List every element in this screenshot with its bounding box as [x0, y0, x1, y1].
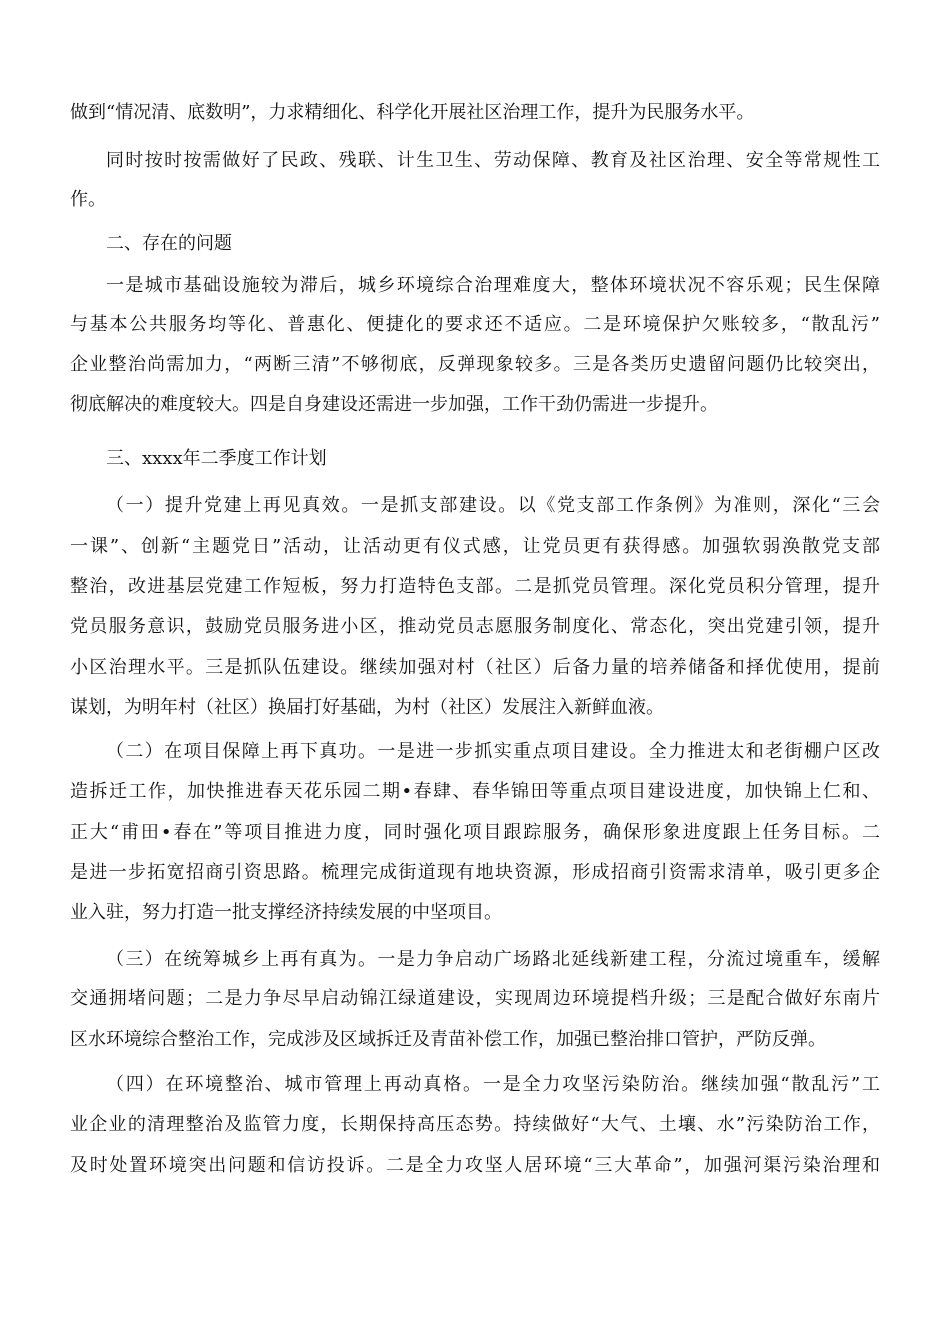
paragraph-line: 区水环境综合整治工作，完成涉及区域拆迁及青苗补偿工作，加强已整治排口管护，严防反弹。 [70, 1029, 826, 1050]
paragraph-line: （一）提升党建上再见真效。一是抓支部建设。以《党支部工作条例》为准则，深化“三会 [106, 495, 880, 516]
paragraph-line: （三）在统筹城乡上再有真为。一是力争启动广场路北延线新建工程，分流过境重车，缓解 [106, 949, 880, 970]
paragraph-line: 业入驻，努力打造一批支撑经济持续发展的中坚项目。 [70, 902, 502, 923]
paragraph-line: 与基本公共服务均等化、普惠化、便捷化的要求还不适应。二是环境保护欠账较多，“散乱污” [70, 314, 880, 335]
paragraph-line: 正大“甫田•春在”等项目推进力度，同时强化项目跟踪服务，确保形象进度跟上任务目标。二 [70, 822, 880, 843]
paragraph-line: 交通拥堵问题；二是力争尽早启动锦江绿道建设，实现周边环境提档升级；三是配合做好东南片 [70, 988, 880, 1009]
paragraph-line: 一课”、创新“主题党日”活动，让活动更有仪式感，让党员更有获得感。加强软弱涣散党支部 [70, 536, 880, 557]
paragraph-line: 作。 [70, 189, 106, 210]
paragraph-line: 党员服务意识，鼓励党员服务进小区，推动党员志愿服务制度化、常态化，突出党建引领，提升 [70, 616, 880, 637]
paragraph-line: 造拆迁工作，加快推进春天花乐园二期•春肆、春华锦田等重点项目建设进度，加快锦上仁和、 [70, 781, 880, 802]
paragraph-line: 业企业的清理整治及监管力度，长期保持高压态势。持续做好“大气、土壤、水”污染防治工作， [70, 1114, 880, 1135]
section-heading-problems: 二、存在的问题 [106, 233, 232, 254]
paragraph-line: 整治，改进基层党建工作短板，努力打造特色支部。二是抓党员管理。深化党员积分管理，提升 [70, 576, 880, 597]
paragraph-line: （四）在环境整治、城市管理上再动真格。一是全力攻坚污染防治。继续加强“散乱污”工 [106, 1074, 880, 1095]
paragraph-line: （二）在项目保障上再下真功。一是进一步抓实重点项目建设。全力推进太和老街棚户区改 [106, 741, 880, 762]
paragraph-line: 彻底解决的难度较大。四是自身建设还需进一步加强，工作干劲仍需进一步提升。 [70, 394, 718, 415]
paragraph-line: 一是城市基础设施较为滞后，城乡环境综合治理难度大，整体环境状况不容乐观；民生保障 [106, 275, 880, 296]
paragraph-line: 做到“情况清、底数明”，力求精细化、科学化开展社区治理工作，提升为民服务水平。 [70, 102, 755, 123]
section-heading-plan: 三、xxxx年二季度工作计划 [106, 448, 327, 469]
paragraph-line: 小区治理水平。三是抓队伍建设。继续加强对村（社区）后备力量的培养储备和择优使用，提前 [70, 657, 880, 678]
paragraph-line: 是进一步拓宽招商引资思路。梳理完成街道现有地块资源，形成招商引资需求清单，吸引更多企 [70, 862, 880, 883]
paragraph-line: 及时处置环境突出问题和信访投诉。二是全力攻坚人居环境“三大革命”，加强河渠污染治理和 [70, 1155, 880, 1176]
paragraph-line: 企业整治尚需加力，“两断三清”不够彻底，反弹现象较多。三是各类历史遗留问题仍比较突出， [70, 354, 880, 375]
paragraph-line: 谋划，为明年村（社区）换届打好基础，为村（社区）发展注入新鲜血液。 [70, 697, 664, 718]
paragraph-line: 同时按时按需做好了民政、残联、计生卫生、劳动保障、教育及社区治理、安全等常规性工 [106, 150, 880, 171]
